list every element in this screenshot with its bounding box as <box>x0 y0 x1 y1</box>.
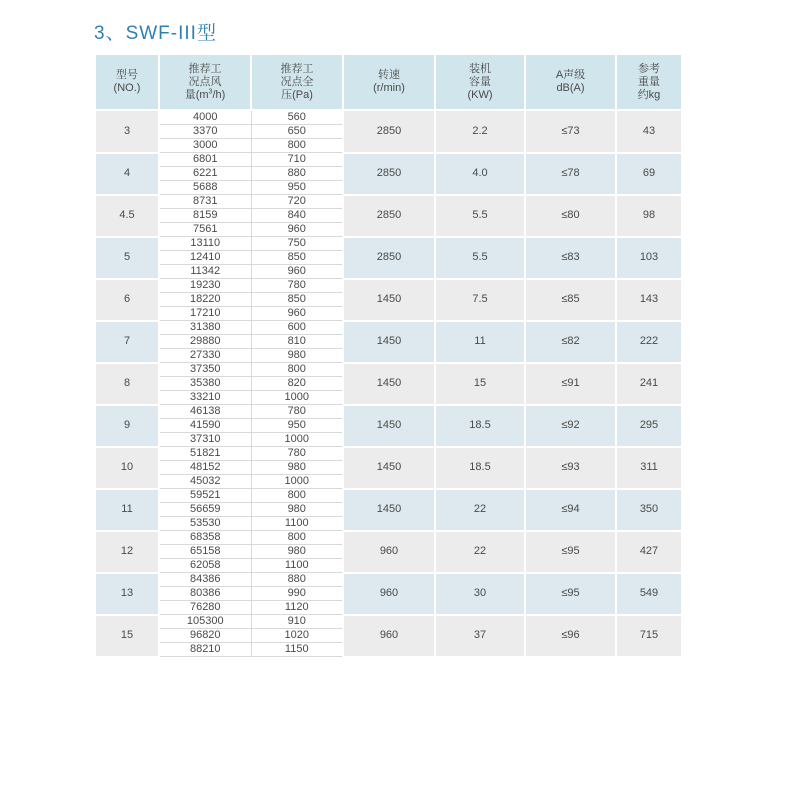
pressure-cell: 800 <box>251 489 343 503</box>
airflow-cell: 41590 <box>159 419 251 433</box>
header-weight: 参考 重量 约kg <box>616 54 682 110</box>
pressure-cell: 960 <box>251 265 343 279</box>
airflow-cell: 96820 <box>159 629 251 643</box>
airflow-cell: 65158 <box>159 545 251 559</box>
table-row <box>95 615 682 629</box>
speed-cell: 2850 <box>343 237 435 279</box>
speed-cell: 1450 <box>343 279 435 321</box>
noise-cell: ≤80 <box>525 195 616 237</box>
model-cell: 3 <box>95 110 159 153</box>
weight-cell: 98 <box>616 195 682 237</box>
table-row <box>95 447 682 461</box>
table-row <box>95 405 682 419</box>
airflow-cell: 4000 <box>159 110 251 125</box>
airflow-cell: 53530 <box>159 517 251 531</box>
pressure-cell: 840 <box>251 209 343 223</box>
table-row <box>95 195 682 209</box>
power-cell: 22 <box>435 531 525 573</box>
weight-cell: 549 <box>616 573 682 615</box>
airflow-cell: 68358 <box>159 531 251 545</box>
noise-cell: ≤83 <box>525 237 616 279</box>
pressure-cell: 1000 <box>251 391 343 405</box>
airflow-cell: 84386 <box>159 573 251 587</box>
airflow-cell: 13110 <box>159 237 251 251</box>
airflow-cell: 31380 <box>159 321 251 335</box>
table-row <box>95 110 682 125</box>
table-row <box>95 531 682 545</box>
speed-cell: 960 <box>343 531 435 573</box>
airflow-cell: 17210 <box>159 307 251 321</box>
pressure-cell: 780 <box>251 279 343 293</box>
airflow-cell: 80386 <box>159 587 251 601</box>
airflow-cell: 3000 <box>159 139 251 153</box>
table-row <box>95 279 682 293</box>
pressure-cell: 650 <box>251 125 343 139</box>
pressure-cell: 820 <box>251 377 343 391</box>
pressure-cell: 1150 <box>251 643 343 657</box>
airflow-cell: 88210 <box>159 643 251 657</box>
airflow-cell: 37350 <box>159 363 251 377</box>
model-cell: 6 <box>95 279 159 321</box>
airflow-cell: 48152 <box>159 461 251 475</box>
pressure-cell: 1000 <box>251 475 343 489</box>
pressure-cell: 810 <box>251 335 343 349</box>
weight-cell: 715 <box>616 615 682 657</box>
airflow-cell: 19230 <box>159 279 251 293</box>
airflow-cell: 8159 <box>159 209 251 223</box>
model-cell: 9 <box>95 405 159 447</box>
pressure-cell: 850 <box>251 293 343 307</box>
weight-cell: 43 <box>616 110 682 153</box>
power-cell: 7.5 <box>435 279 525 321</box>
speed-cell: 1450 <box>343 321 435 363</box>
page-title: 3、SWF-III型 <box>94 23 217 44</box>
pressure-cell: 800 <box>251 531 343 545</box>
noise-cell: ≤78 <box>525 153 616 195</box>
airflow-cell: 6801 <box>159 153 251 167</box>
speed-cell: 1450 <box>343 405 435 447</box>
pressure-cell: 710 <box>251 153 343 167</box>
airflow-cell: 27330 <box>159 349 251 363</box>
speed-cell: 960 <box>343 615 435 657</box>
header-noise: A声级 dB(A) <box>525 54 616 110</box>
pressure-cell: 560 <box>251 110 343 125</box>
header-power: 装机 容量 (KW) <box>435 54 525 110</box>
model-cell: 11 <box>95 489 159 531</box>
airflow-cell: 7561 <box>159 223 251 237</box>
pressure-cell: 800 <box>251 139 343 153</box>
model-cell: 15 <box>95 615 159 657</box>
speed-cell: 1450 <box>343 447 435 489</box>
pressure-cell: 980 <box>251 503 343 517</box>
airflow-cell: 12410 <box>159 251 251 265</box>
airflow-cell: 62058 <box>159 559 251 573</box>
pressure-cell: 880 <box>251 573 343 587</box>
pressure-cell: 950 <box>251 419 343 433</box>
airflow-cell: 11342 <box>159 265 251 279</box>
weight-cell: 143 <box>616 279 682 321</box>
header-model: 型号 (NO.) <box>95 54 159 110</box>
airflow-cell: 105300 <box>159 615 251 629</box>
header-pressure: 推荐工 况点全 压(Pa) <box>251 54 343 110</box>
pressure-cell: 880 <box>251 167 343 181</box>
pressure-cell: 980 <box>251 349 343 363</box>
pressure-cell: 980 <box>251 545 343 559</box>
model-cell: 8 <box>95 363 159 405</box>
airflow-cell: 76280 <box>159 601 251 615</box>
pressure-cell: 800 <box>251 363 343 377</box>
noise-cell: ≤94 <box>525 489 616 531</box>
weight-cell: 103 <box>616 237 682 279</box>
pressure-cell: 1000 <box>251 433 343 447</box>
speed-cell: 2850 <box>343 153 435 195</box>
power-cell: 22 <box>435 489 525 531</box>
airflow-cell: 29880 <box>159 335 251 349</box>
pressure-cell: 990 <box>251 587 343 601</box>
pressure-cell: 1120 <box>251 601 343 615</box>
power-cell: 18.5 <box>435 447 525 489</box>
power-cell: 37 <box>435 615 525 657</box>
airflow-cell: 18220 <box>159 293 251 307</box>
pressure-cell: 960 <box>251 307 343 321</box>
spec-table <box>94 53 683 658</box>
table-row <box>95 321 682 335</box>
table-row <box>95 237 682 251</box>
airflow-cell: 46138 <box>159 405 251 419</box>
pressure-cell: 750 <box>251 237 343 251</box>
speed-cell: 2850 <box>343 110 435 153</box>
pressure-cell: 910 <box>251 615 343 629</box>
power-cell: 5.5 <box>435 195 525 237</box>
speed-cell: 1450 <box>343 363 435 405</box>
weight-cell: 311 <box>616 447 682 489</box>
weight-cell: 350 <box>616 489 682 531</box>
table-header-row <box>95 54 682 110</box>
noise-cell: ≤73 <box>525 110 616 153</box>
weight-cell: 427 <box>616 531 682 573</box>
power-cell: 15 <box>435 363 525 405</box>
pressure-cell: 1100 <box>251 559 343 573</box>
table-row <box>95 573 682 587</box>
airflow-cell: 6221 <box>159 167 251 181</box>
table-row <box>95 363 682 377</box>
airflow-cell: 37310 <box>159 433 251 447</box>
noise-cell: ≤96 <box>525 615 616 657</box>
pressure-cell: 980 <box>251 461 343 475</box>
model-cell: 10 <box>95 447 159 489</box>
pressure-cell: 1100 <box>251 517 343 531</box>
airflow-cell: 51821 <box>159 447 251 461</box>
noise-cell: ≤91 <box>525 363 616 405</box>
model-cell: 4 <box>95 153 159 195</box>
weight-cell: 69 <box>616 153 682 195</box>
airflow-cell: 33210 <box>159 391 251 405</box>
airflow-cell: 5688 <box>159 181 251 195</box>
noise-cell: ≤95 <box>525 573 616 615</box>
speed-cell: 2850 <box>343 195 435 237</box>
pressure-cell: 950 <box>251 181 343 195</box>
model-cell: 4.5 <box>95 195 159 237</box>
power-cell: 5.5 <box>435 237 525 279</box>
power-cell: 18.5 <box>435 405 525 447</box>
noise-cell: ≤85 <box>525 279 616 321</box>
airflow-cell: 8731 <box>159 195 251 209</box>
model-cell: 7 <box>95 321 159 363</box>
power-cell: 30 <box>435 573 525 615</box>
airflow-cell: 59521 <box>159 489 251 503</box>
pressure-cell: 780 <box>251 405 343 419</box>
speed-cell: 960 <box>343 573 435 615</box>
airflow-cell: 56659 <box>159 503 251 517</box>
pressure-cell: 780 <box>251 447 343 461</box>
pressure-cell: 1020 <box>251 629 343 643</box>
header-airflow: 推荐工 况点风 量$(m^3/h)$ <box>159 54 251 110</box>
pressure-cell: 720 <box>251 195 343 209</box>
table-row <box>95 153 682 167</box>
pressure-cell: 850 <box>251 251 343 265</box>
power-cell: 11 <box>435 321 525 363</box>
weight-cell: 222 <box>616 321 682 363</box>
airflow-cell: 35380 <box>159 377 251 391</box>
model-cell: 13 <box>95 573 159 615</box>
power-cell: 4.0 <box>435 153 525 195</box>
noise-cell: ≤92 <box>525 405 616 447</box>
noise-cell: ≤93 <box>525 447 616 489</box>
weight-cell: 241 <box>616 363 682 405</box>
model-cell: 5 <box>95 237 159 279</box>
pressure-cell: 600 <box>251 321 343 335</box>
model-cell: 12 <box>95 531 159 573</box>
power-cell: 2.2 <box>435 110 525 153</box>
noise-cell: ≤82 <box>525 321 616 363</box>
noise-cell: ≤95 <box>525 531 616 573</box>
header-speed: 转速 (r/min) <box>343 54 435 110</box>
weight-cell: 295 <box>616 405 682 447</box>
speed-cell: 1450 <box>343 489 435 531</box>
pressure-cell: 960 <box>251 223 343 237</box>
table-row <box>95 489 682 503</box>
airflow-cell: 45032 <box>159 475 251 489</box>
airflow-cell: 3370 <box>159 125 251 139</box>
